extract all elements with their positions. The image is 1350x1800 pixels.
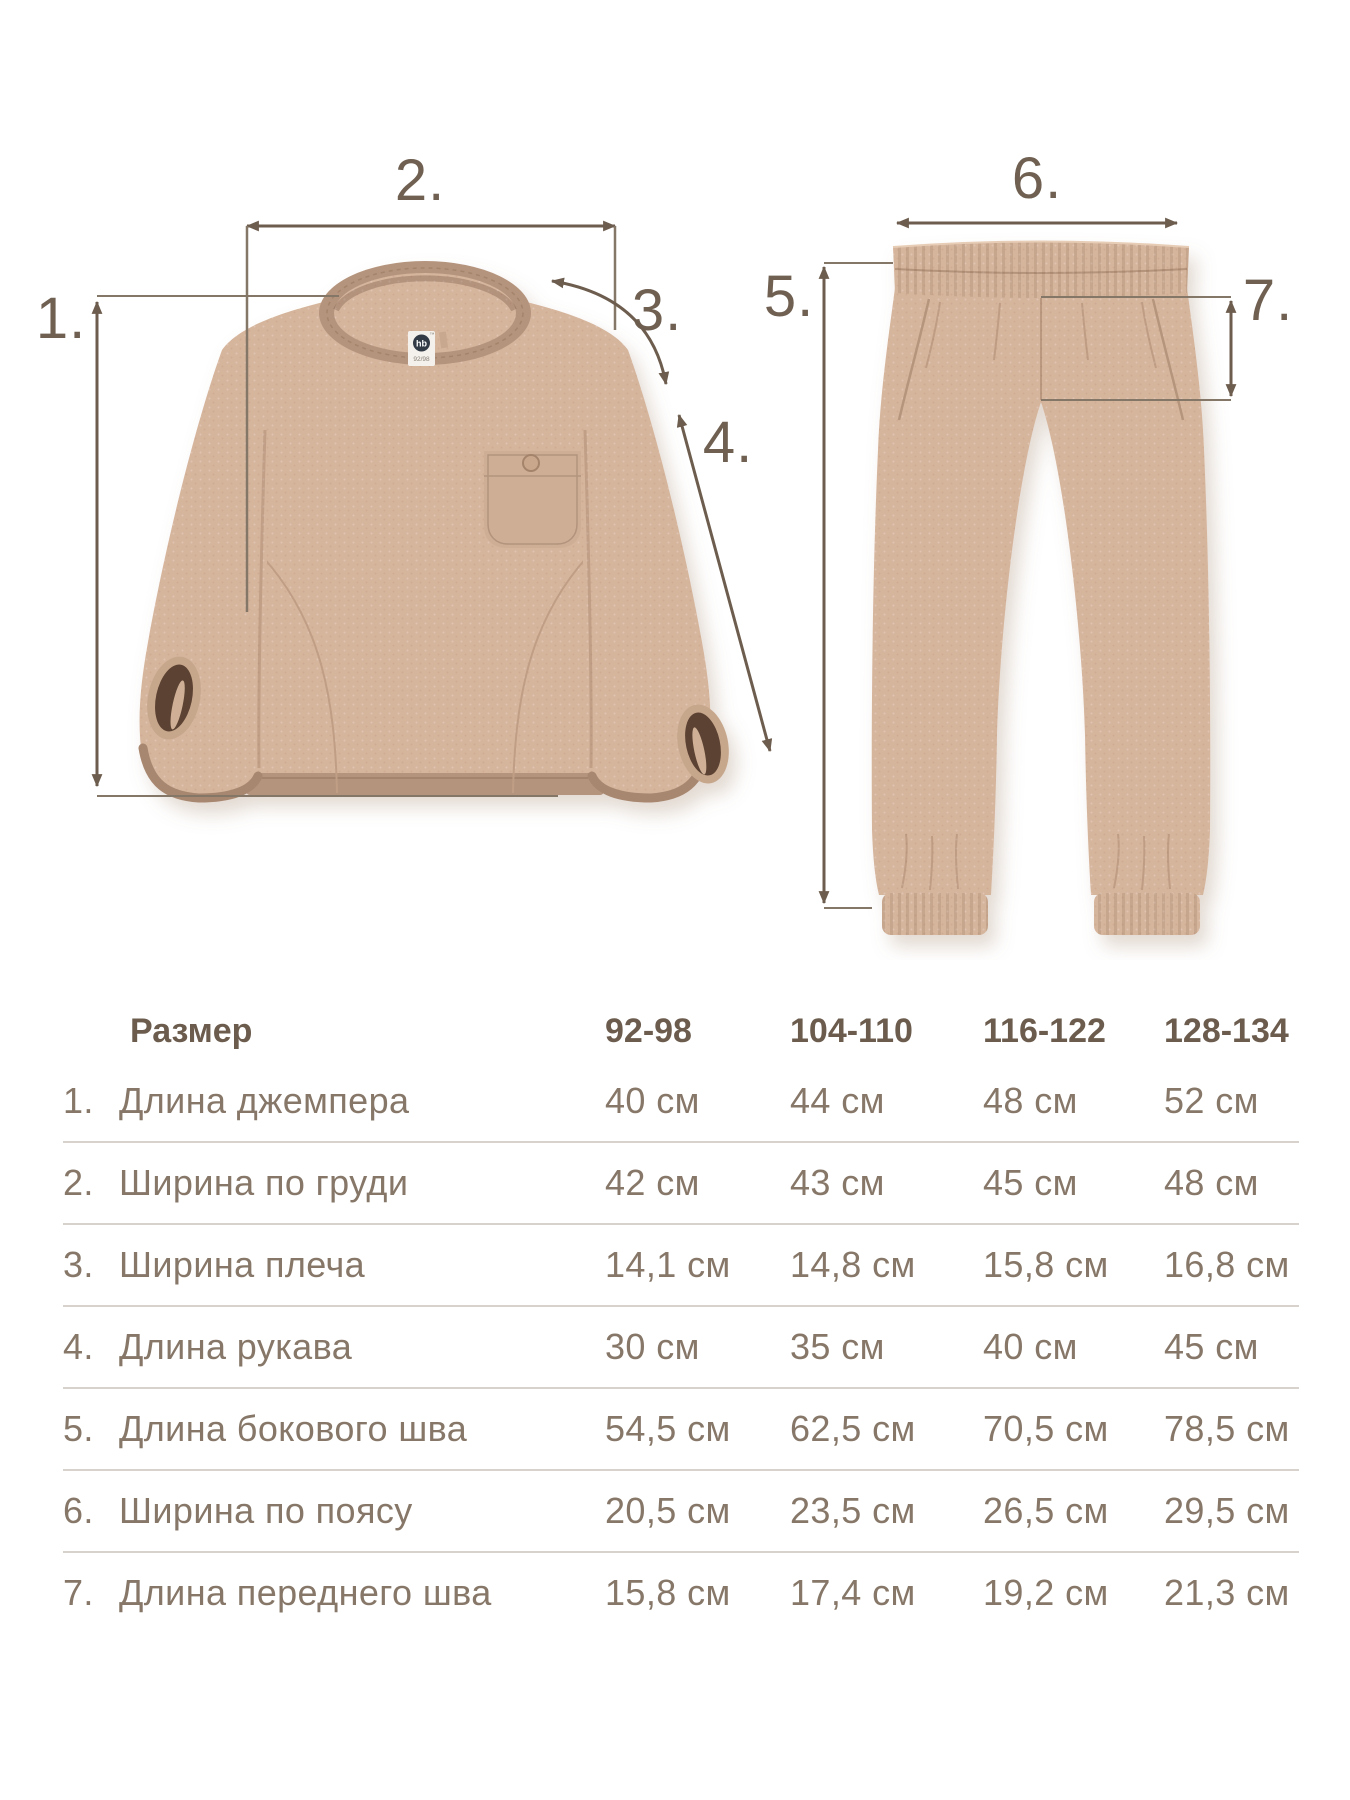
row-value: 40 см bbox=[605, 1080, 700, 1121]
row-value: 23,5 см bbox=[790, 1490, 916, 1531]
header-col-128-134: 128-134 bbox=[1164, 1011, 1289, 1050]
row-number: 6. bbox=[63, 1490, 94, 1531]
row-value: 26,5 см bbox=[983, 1490, 1109, 1531]
row-value: 16,8 см bbox=[1164, 1244, 1290, 1285]
pocket-button bbox=[523, 455, 539, 471]
header-col-92-98: 92-98 bbox=[605, 1011, 692, 1050]
header-col-104-110: 104-110 bbox=[790, 1011, 913, 1050]
pants-illustration bbox=[872, 242, 1211, 936]
measure-label-6: 6. bbox=[1011, 146, 1063, 211]
header-size-label: Размер bbox=[130, 1011, 253, 1050]
row-value: 52 см bbox=[1164, 1080, 1259, 1121]
row-value: 15,8 см bbox=[983, 1244, 1109, 1285]
row-label: Длина бокового шва bbox=[119, 1408, 468, 1449]
row-value: 70,5 см bbox=[983, 1408, 1109, 1449]
measure-label-2: 2. bbox=[394, 148, 446, 213]
brand-logo-text: hb bbox=[416, 338, 427, 349]
row-value: 29,5 см bbox=[1164, 1490, 1290, 1531]
waistband bbox=[893, 242, 1189, 299]
table-row-side-seam-length bbox=[63, 1387, 1299, 1469]
row-number: 7. bbox=[63, 1572, 94, 1613]
row-number: 2. bbox=[63, 1162, 94, 1203]
row-value: 35 см bbox=[790, 1326, 885, 1367]
table-row-sleeve-length bbox=[63, 1305, 1299, 1387]
row-value: 19,2 см bbox=[983, 1572, 1109, 1613]
row-value: 45 см bbox=[983, 1162, 1078, 1203]
size-table bbox=[63, 1001, 1299, 1633]
row-value: 14,8 см bbox=[790, 1244, 916, 1285]
row-value: 44 см bbox=[790, 1080, 885, 1121]
row-value: 62,5 см bbox=[790, 1408, 916, 1449]
row-value: 20,5 см bbox=[605, 1490, 731, 1531]
measure-label-3: 3. bbox=[631, 278, 683, 343]
row-label: Длина джемпера bbox=[119, 1080, 410, 1121]
row-number: 5. bbox=[63, 1408, 94, 1449]
measure-label-5: 5. bbox=[763, 264, 815, 329]
sweater-hem-band bbox=[246, 773, 604, 795]
row-label: Длина переднего шва bbox=[119, 1572, 492, 1613]
table-row-shoulder-width bbox=[63, 1223, 1299, 1305]
row-value: 45 см bbox=[1164, 1326, 1259, 1367]
header-col-116-122: 116-122 bbox=[983, 1011, 1106, 1050]
row-value: 78,5 см bbox=[1164, 1408, 1290, 1449]
brand-tm: ™ bbox=[429, 332, 435, 338]
chest-pocket bbox=[484, 451, 581, 548]
row-value: 14,1 см bbox=[605, 1244, 731, 1285]
table-row-front-seam-length bbox=[63, 1551, 1299, 1633]
row-value: 30 см bbox=[605, 1326, 700, 1367]
row-value: 48 см bbox=[1164, 1162, 1259, 1203]
row-value: 21,3 см bbox=[1164, 1572, 1290, 1613]
pants-left-leg bbox=[872, 288, 1041, 895]
row-label: Ширина плеча bbox=[119, 1244, 366, 1285]
row-value: 40 см bbox=[983, 1326, 1078, 1367]
row-value: 48 см bbox=[983, 1080, 1078, 1121]
neck-tag bbox=[408, 331, 435, 366]
row-number: 4. bbox=[63, 1326, 94, 1367]
row-label: Ширина по поясу bbox=[119, 1490, 413, 1531]
row-value: 42 см bbox=[605, 1162, 700, 1203]
left-ankle-cuff bbox=[882, 893, 988, 935]
tag-size-text: 92/98 bbox=[413, 356, 430, 363]
row-number: 1. bbox=[63, 1080, 94, 1121]
row-value: 54,5 см bbox=[605, 1408, 731, 1449]
table-row-jumper-length bbox=[63, 1061, 1299, 1141]
table-row-chest-width bbox=[63, 1141, 1299, 1223]
row-value: 17,4 см bbox=[790, 1572, 916, 1613]
row-value: 15,8 см bbox=[605, 1572, 731, 1613]
table-row-waist-width bbox=[63, 1469, 1299, 1551]
row-label: Ширина по груди bbox=[119, 1162, 409, 1203]
size-table-header bbox=[63, 1001, 1299, 1061]
measure-label-1: 1. bbox=[35, 286, 87, 351]
row-label: Длина рукава bbox=[119, 1326, 353, 1367]
row-number: 3. bbox=[63, 1244, 94, 1285]
measure-label-4: 4. bbox=[702, 410, 754, 475]
measure-label-7: 7. bbox=[1242, 268, 1294, 333]
row-value: 43 см bbox=[790, 1162, 885, 1203]
right-ankle-cuff bbox=[1094, 893, 1200, 935]
pants-right-leg bbox=[1041, 288, 1210, 895]
